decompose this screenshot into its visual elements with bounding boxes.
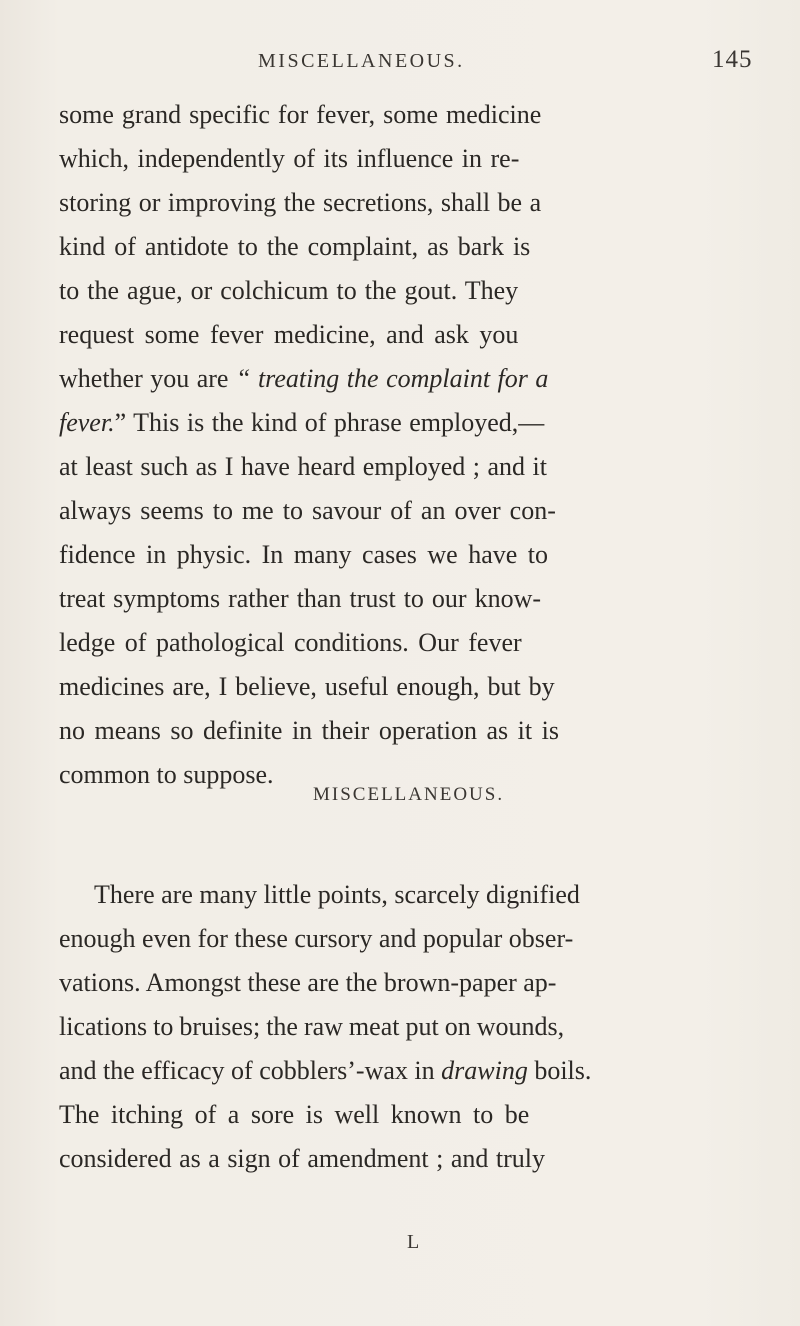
text-line: to the ague, or colchicum to the gout. They	[59, 276, 519, 305]
italic-word: fever.	[59, 408, 115, 437]
text-line: There are many little points, scarcely dignified	[94, 880, 580, 909]
signature-mark: L	[407, 1231, 420, 1253]
text-line	[59, 407, 544, 439]
text-line: ledge of pathological conditions. Our fever	[59, 628, 522, 657]
text-line: which, independently of its influence in re-	[59, 144, 520, 173]
text-line	[59, 1055, 591, 1087]
text-line: enough even for these cursory and popular obser-	[59, 924, 574, 953]
text-line: at least such as I have heard employed ; and it	[59, 452, 547, 481]
text-line: request some fever medicine, and ask you	[59, 320, 519, 349]
text-line: lications to bruises; the raw meat put on wounds,	[59, 1012, 565, 1041]
text-line: storing or improving the secretions, shall be a	[59, 188, 542, 217]
italic-quote: “ treating the complaint for a	[235, 364, 549, 393]
text-line	[59, 363, 548, 395]
text-line: kind of antidote to the complaint, as bark is	[59, 232, 531, 261]
text-line: vations. Amongst these are the brown-paper ap-	[59, 968, 557, 997]
text-line: no means so definite in their operation as it is	[59, 716, 559, 745]
text-line: fidence in physic. In many cases we have to	[59, 540, 549, 569]
text-segment: whether you are	[59, 364, 229, 393]
text-segment: ” This is the kind of phrase employed,—	[114, 408, 545, 437]
text-segment: boils.	[534, 1056, 592, 1085]
text-line: common to suppose.	[59, 760, 274, 789]
page-number: 145	[712, 46, 753, 73]
text-line: medicines are, I believe, useful enough, but by	[59, 672, 555, 701]
text-line: treat symptoms rather than trust to our know-	[59, 584, 542, 613]
text-line: some grand specific for fever, some medicine	[59, 100, 542, 129]
running-head: MISCELLANEOUS.	[258, 50, 465, 72]
italic-word: drawing	[441, 1056, 528, 1085]
text-segment: and the efficacy of cobblers’-wax in	[59, 1056, 435, 1085]
text-line: considered as a sign of amendment ; and truly	[59, 1144, 545, 1173]
text-line: The itching of a sore is well known to be	[59, 1100, 530, 1129]
section-heading: MISCELLANEOUS.	[313, 784, 505, 805]
text-line: always seems to me to savour of an over con-	[59, 496, 556, 525]
